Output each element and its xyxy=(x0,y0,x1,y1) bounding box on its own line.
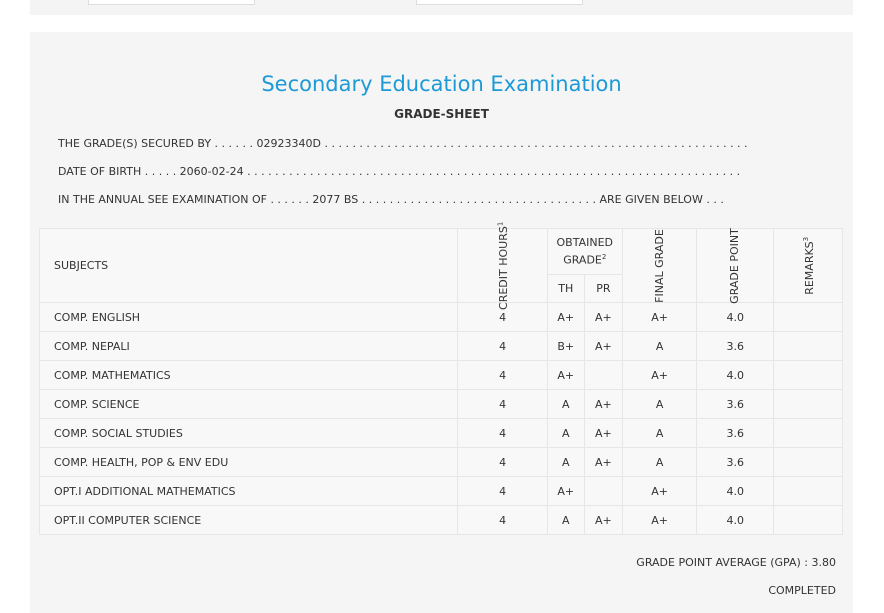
final-grade-cell: A xyxy=(622,419,697,448)
grade-sheet xyxy=(30,32,853,613)
grade-point-cell: 3.6 xyxy=(697,448,774,477)
grade-point-cell: 4.0 xyxy=(697,303,774,332)
credit-cell: 4 xyxy=(458,506,547,535)
top-input-left[interactable] xyxy=(88,0,255,5)
grade-point-header: GRADE POINT xyxy=(697,229,774,303)
credit-cell: 4 xyxy=(458,303,547,332)
final-grade-cell: A+ xyxy=(622,477,697,506)
subject-cell: COMP. SOCIAL STUDIES xyxy=(40,419,458,448)
th-cell: A xyxy=(547,448,584,477)
final-grade-cell: A xyxy=(622,448,697,477)
remarks-cell xyxy=(774,506,843,535)
secured-by-line: THE GRADE(S) SECURED BY . . . . . . 02923340D . . . . . . . . . . . . . . . . . . . . . . . . . . . . . . . . . . . . . . . . . . . . . . . . . . . . . . . . . . . . . xyxy=(58,137,748,150)
remarks-cell xyxy=(774,477,843,506)
final-grade-cell: A xyxy=(622,332,697,361)
pr-cell xyxy=(584,477,622,506)
subject-cell: COMP. HEALTH, POP & ENV EDU xyxy=(40,448,458,477)
final-grade-cell: A xyxy=(622,390,697,419)
gpa-summary: GRADE POINT AVERAGE (GPA) : 3.80 xyxy=(636,556,836,569)
subject-cell: OPT.I ADDITIONAL MATHEMATICS xyxy=(40,477,458,506)
grade-point-cell: 3.6 xyxy=(697,419,774,448)
th-cell: A xyxy=(547,506,584,535)
table-row xyxy=(40,448,843,477)
remarks-cell xyxy=(774,332,843,361)
subject-cell: COMP. SCIENCE xyxy=(40,390,458,419)
obtained-grade-header: OBTAINED GRADE$^2$ xyxy=(547,229,622,275)
table-row xyxy=(40,361,843,390)
grade-point-cell: 3.6 xyxy=(697,390,774,419)
th-cell: A xyxy=(547,419,584,448)
th-cell: A xyxy=(547,390,584,419)
table-row xyxy=(40,332,843,361)
pr-cell: A+ xyxy=(584,303,622,332)
grade-point-cell: 4.0 xyxy=(697,477,774,506)
final-grade-header: FINAL GRADE xyxy=(622,229,697,303)
credit-cell: 4 xyxy=(458,477,547,506)
top-input-right[interactable] xyxy=(416,0,583,5)
table-row xyxy=(40,419,843,448)
pr-cell: A+ xyxy=(584,390,622,419)
subject-cell: OPT.II COMPUTER SCIENCE xyxy=(40,506,458,535)
th-header: TH xyxy=(547,275,584,303)
th-cell: B+ xyxy=(547,332,584,361)
credit-hours-header: CREDIT HOURS$^1$ xyxy=(458,229,547,303)
table-row xyxy=(40,390,843,419)
pr-cell: A+ xyxy=(584,506,622,535)
exam-line: IN THE ANNUAL SEE EXAMINATION OF . . . . . . 2077 BS . . . . . . . . . . . . . . . . . . . . . . . . . . . . . . . . . . ARE GIVEN BELOW . . . xyxy=(58,193,724,206)
pr-cell: A+ xyxy=(584,419,622,448)
grade-point-cell: 4.0 xyxy=(697,506,774,535)
exam-title: Secondary Education Examination xyxy=(261,72,622,96)
dob-line: DATE OF BIRTH . . . . . 2060-02-24 . . . . . . . . . . . . . . . . . . . . . . . . . . . . . . . . . . . . . . . . . . . . . . . . . . . . . . . . . . . . . . . . . . . . . . . xyxy=(58,165,741,178)
credit-cell: 4 xyxy=(458,332,547,361)
credit-cell: 4 xyxy=(458,448,547,477)
remarks-cell xyxy=(774,390,843,419)
remarks-cell xyxy=(774,448,843,477)
remarks-cell xyxy=(774,419,843,448)
final-grade-cell: A+ xyxy=(622,506,697,535)
table-row xyxy=(40,477,843,506)
th-cell: A+ xyxy=(547,303,584,332)
pr-cell: A+ xyxy=(584,448,622,477)
remarks-cell xyxy=(774,303,843,332)
final-grade-cell: A+ xyxy=(622,361,697,390)
grade-point-cell: 3.6 xyxy=(697,332,774,361)
remarks-cell xyxy=(774,361,843,390)
th-cell: A+ xyxy=(547,477,584,506)
grade-point-cell: 4.0 xyxy=(697,361,774,390)
credit-cell: 4 xyxy=(458,361,547,390)
pr-cell xyxy=(584,361,622,390)
subject-cell: COMP. NEPALI xyxy=(40,332,458,361)
subjects-header: SUBJECTS xyxy=(40,229,458,303)
sheet-subtitle: GRADE-SHEET xyxy=(394,107,489,121)
credit-cell: 4 xyxy=(458,390,547,419)
remarks-header: REMARKS$^3$ xyxy=(774,229,843,303)
table-row xyxy=(40,506,843,535)
grades-table xyxy=(39,221,843,535)
th-cell: A+ xyxy=(547,361,584,390)
pr-header: PR xyxy=(584,275,622,303)
subject-cell: COMP. ENGLISH xyxy=(40,303,458,332)
subject-cell: COMP. MATHEMATICS xyxy=(40,361,458,390)
final-grade-cell: A+ xyxy=(622,303,697,332)
result-status: COMPLETED xyxy=(768,584,836,597)
pr-cell: A+ xyxy=(584,332,622,361)
table-row xyxy=(40,303,843,332)
credit-cell: 4 xyxy=(458,419,547,448)
